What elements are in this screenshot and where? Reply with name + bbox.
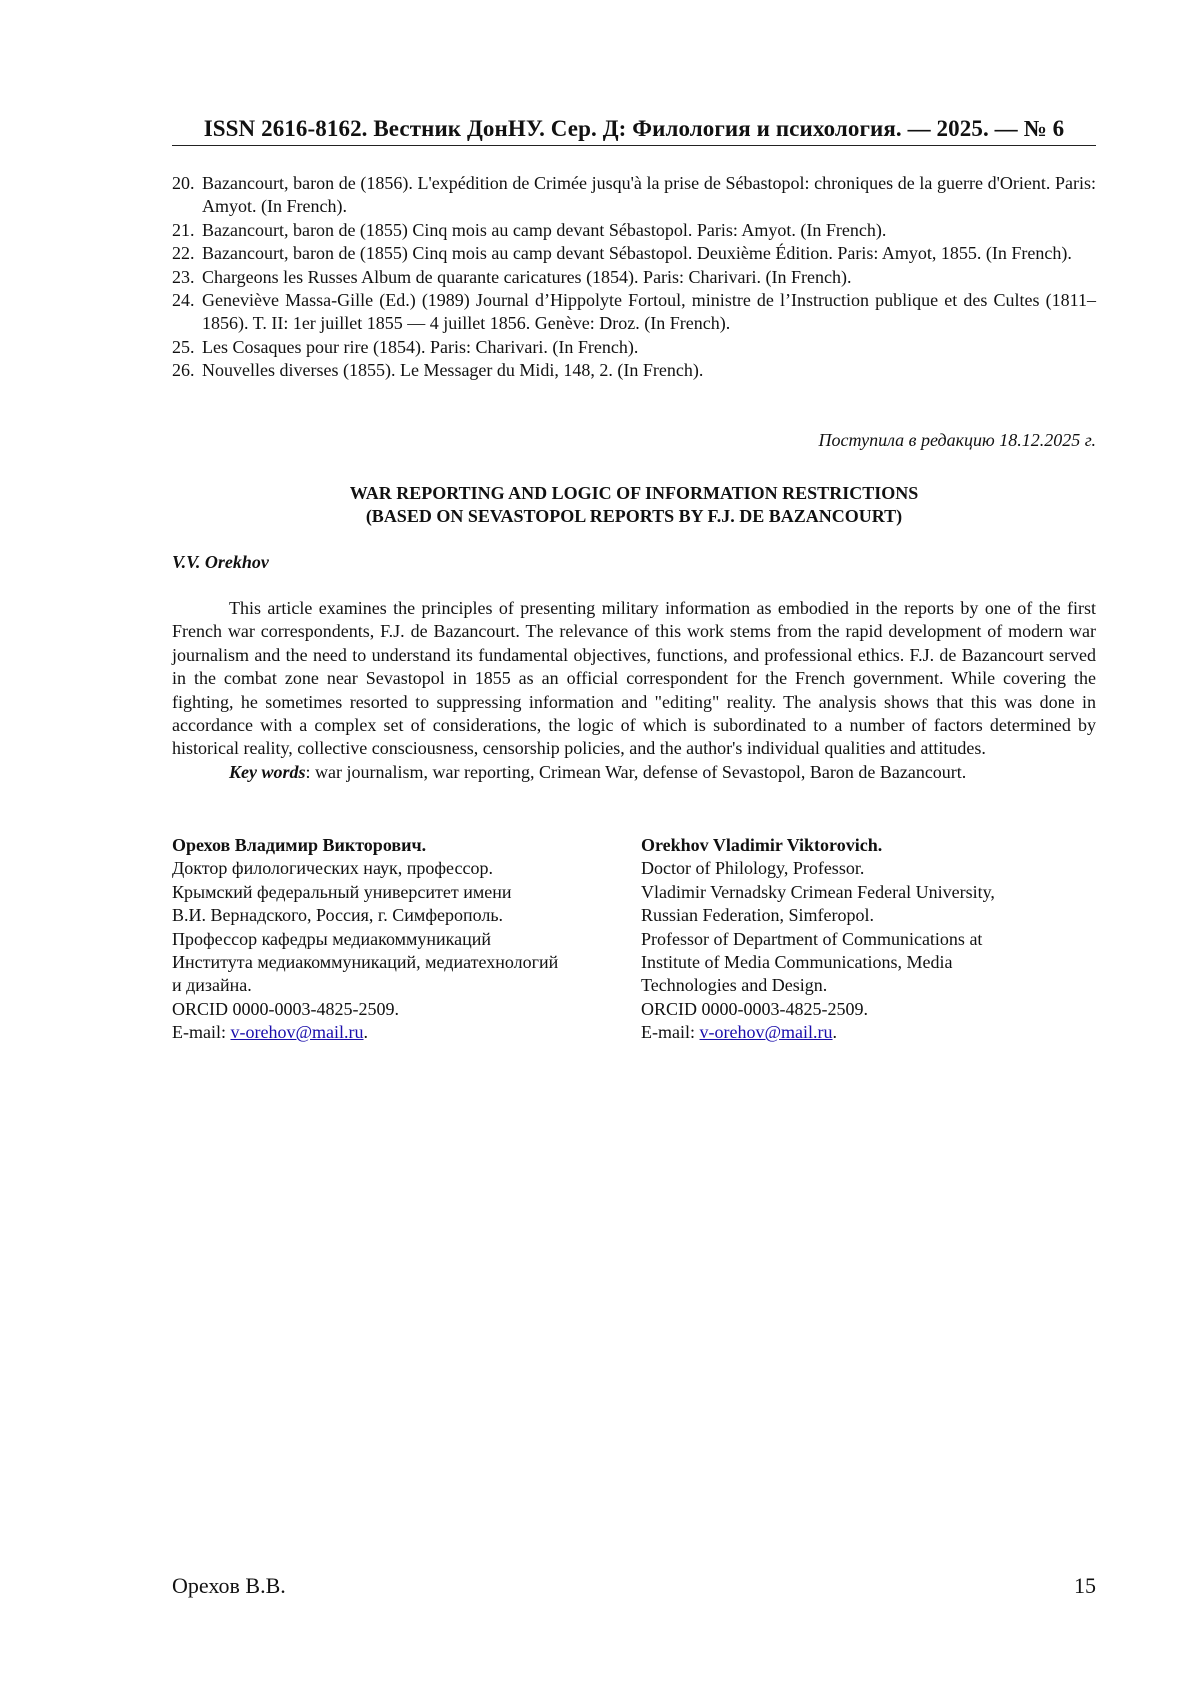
email-label: E-mail: <box>172 1022 231 1043</box>
article-title <box>172 482 1096 528</box>
reference-number: 26. <box>172 360 195 381</box>
author-name-ru: Орехов Владимир Викторович. <box>172 835 427 855</box>
reference-text: Les Cosaques pour rire (1854). Paris: Charivari. (In French). <box>202 336 639 357</box>
author-info-line: Institute of Media Communications, Media <box>641 952 953 973</box>
reference-item <box>172 336 1096 359</box>
reference-text: Chargeons les Russes Album de quarante caricatures (1854). Paris: Charivari. (In French). <box>202 266 852 287</box>
author-info-line: Профессор кафедры медиакоммуникаций <box>172 928 492 949</box>
article-title-line: (BASED ON SEVASTOPOL REPORTS BY F.J. DE BAZANCOURT) <box>365 506 903 526</box>
orcid: ORCID 0000-0003-4825-2509. <box>172 998 399 1019</box>
reference-text: Nouvelles diverses (1855). Le Messager du Midi, 148, 2. (In French). <box>202 360 704 381</box>
orcid: ORCID 0000-0003-4825-2509. <box>641 998 868 1019</box>
reference-item <box>172 266 1096 289</box>
reference-item <box>172 172 1096 219</box>
reference-text: Bazancourt, baron de (1856). L'expédition de Crimée jusqu'à la prise de Sébastopol: chroniques de la guerre d'Orient. Paris: Amyot. (In French). <box>202 173 1096 217</box>
email-line <box>641 1021 1096 1044</box>
keywords-text: : war journalism, war reporting, Crimean War, defense of Sevastopol, Baron de Bazancourt. <box>305 761 967 782</box>
email-line <box>172 1021 622 1044</box>
author-info-line: и дизайна. <box>172 975 252 996</box>
author-info-ru <box>172 834 622 1045</box>
email-link[interactable]: v-orehov@mail.ru <box>230 1022 364 1043</box>
author-info-line: Russian Federation, Simferopol. <box>641 905 874 926</box>
author-info-line: В.И. Вернадского, Россия, г. Симферополь. <box>172 905 504 926</box>
received-date: Поступила в редакцию 18.12.2025 г. <box>818 430 1096 450</box>
page <box>172 0 1096 1697</box>
reference-number: 24. <box>172 290 195 311</box>
reference-item <box>172 219 1096 242</box>
reference-number: 23. <box>172 266 195 287</box>
reference-item <box>172 289 1096 336</box>
author-info-line: Technologies and Design. <box>641 975 828 996</box>
author-name-en: Orekhov Vladimir Viktorovich. <box>641 835 883 855</box>
reference-number: 25. <box>172 336 195 357</box>
email-end: . <box>363 1022 369 1043</box>
article-title-line: WAR REPORTING AND LOGIC OF INFORMATION RESTRICTIONS <box>349 483 919 503</box>
reference-list <box>172 172 1096 383</box>
reference-text: Bazancourt, baron de (1855) Cinq mois au camp devant Sébastopol. Paris: Amyot. (In French). <box>202 219 887 240</box>
author-info-line: Doctor of Philology, Professor. <box>641 858 865 879</box>
email-end: . <box>832 1022 838 1043</box>
page-number: 15 <box>1074 1573 1096 1598</box>
reference-number: 20. <box>172 173 195 193</box>
reference-number: 22. <box>172 243 195 264</box>
abstract <box>172 597 1096 784</box>
author-info-line: Крымский федеральный университет имени <box>172 881 512 902</box>
author-info-en <box>641 834 1096 1045</box>
email-link[interactable]: v-orehov@mail.ru <box>699 1022 833 1043</box>
author-info-line: Доктор филологических наук, профессор. <box>172 858 493 879</box>
abstract-text: This article examines the principles of presenting military information as embodied in the reports by one of the first French war correspondents, F.J. de Bazancourt. The relevance of this work stems from the rapid development of modern war journalism and the need to understand its fundamental objectives, functions, and professional ethics. F.J. de Bazancourt served in the combat zone near Sevastopol in 1855 as an official correspondent for the French government. While covering the fighting, he sometimes resorted to suppressing information and "editing" reality. The analysis shows that this was done in accordance with a complex set of considerations, the logic of which is subordinated to a number of factors determined by historical reality, collective consciousness, censorship policies, and the author's individual qualities and attitudes. <box>172 598 1096 759</box>
reference-item <box>172 359 1096 382</box>
reference-number: 21. <box>172 219 195 240</box>
email-label: E-mail: <box>641 1022 700 1043</box>
running-header: ISSN 2616-8162. Вестник ДонНУ. Сер. Д: Филология и психология. — 2025. — № 6 <box>172 116 1096 146</box>
author-info-line: Professor of Department of Communications at <box>641 928 983 949</box>
reference-text: Geneviève Massa-Gille (Ed.) (1989) Journal d’Hippolyte Fortoul, ministre de l’Instruction publique et des Cultes (1811–1856). T. II: 1er juillet 1855 — 4 juillet 1856. Genève: Droz. (In French). <box>202 290 1096 334</box>
article-author: V.V. Orekhov <box>172 552 269 572</box>
author-info-line: Vladimir Vernadsky Crimean Federal University, <box>641 881 995 902</box>
author-info-line: Института медиакоммуникаций, медиатехнологий <box>172 952 559 973</box>
reference-text: Bazancourt, baron de (1855) Cinq mois au camp devant Sébastopol. Deuxième Édition. Paris: Amyot, 1855. (In French). <box>202 243 1072 264</box>
keywords-label: Key words <box>229 761 306 782</box>
reference-item <box>172 242 1096 265</box>
footer-author: Орехов В.В. <box>172 1573 286 1598</box>
keywords <box>172 761 1096 784</box>
